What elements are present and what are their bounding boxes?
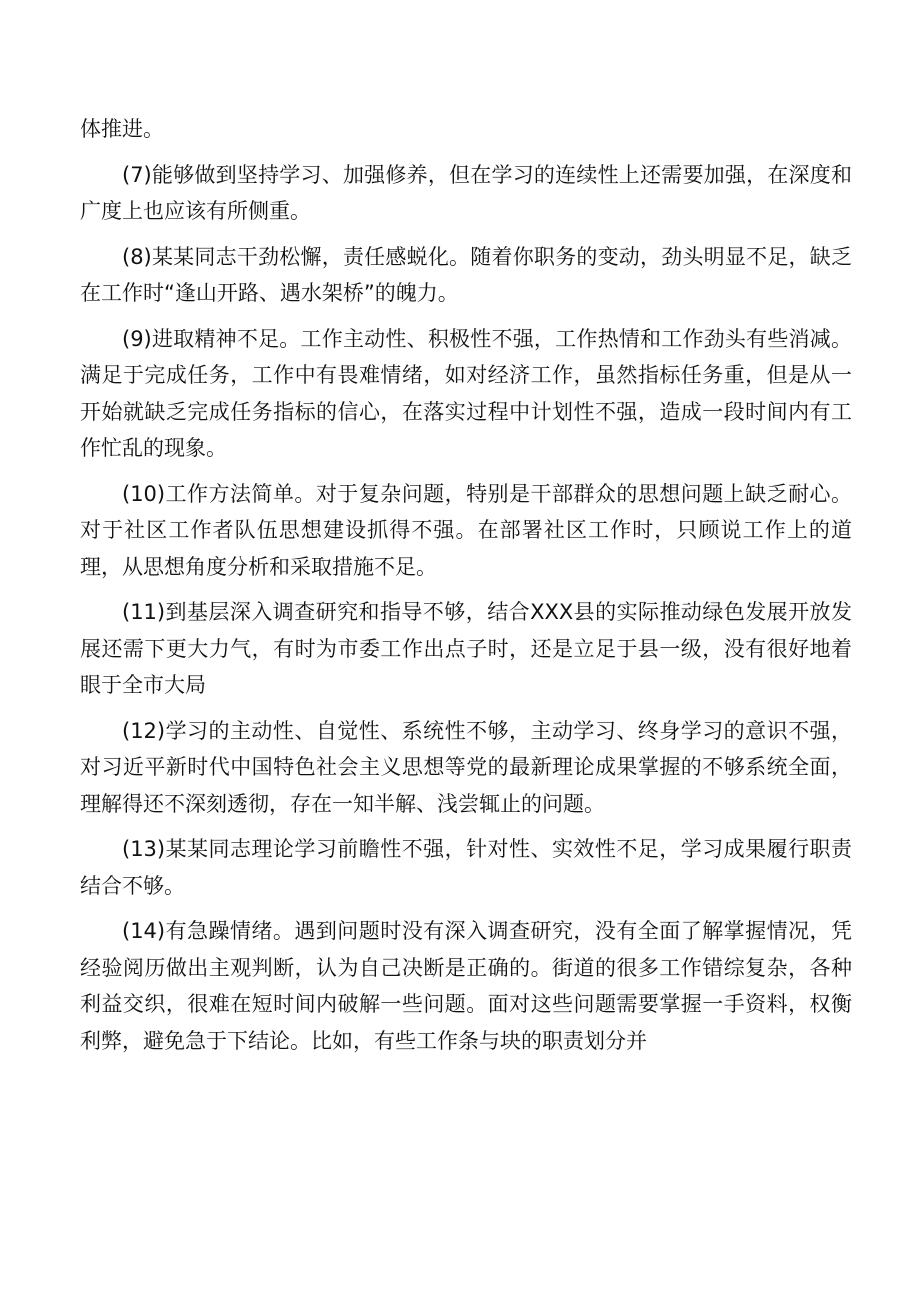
paragraph-9: (9)进取精神不足。工作主动性、积极性不强，工作热情和工作劲头有些消减。满足于完成任务，工作中有畏难情绪，如对经济工作，虽然指标任务重，但是从一开始就缺乏完成任务指标的信心，在落实过程中计划性不强，造成一段时间内有工作忙乱的现象。 — [80, 326, 852, 460]
paragraph-12: (12)学习的主动性、自觉性、系统性不够，主动学习、终身学习的意识不强，对习近平新时代中国特色社会主义思想等党的最新理论成果掌握的不够系统全面，理解得还不深刻透彻，存在一知半解、浅尝辄止的问题。 — [80, 718, 852, 816]
paragraph-10: (10)工作方法简单。对于复杂问题，特别是干部群众的思想问题上缺乏耐心。对于社区工作者队伍思想建设抓得不强。在部署社区工作时，只顾说工作上的道理，从思想角度分析和采取措施不足。 — [80, 481, 852, 579]
paragraph-14: (14)有急躁情绪。遇到问题时没有深入调查研究，没有全面了解掌握情况，凭经验阅历做出主观判断，认为自己决断是正确的。街道的很多工作错综复杂，各种利益交织，很难在短时间内破解一些问题。面对这些问题需要掌握一手资料，权衡利弊，避免急于下结论。比如，有些工作条与块的职责划分并 — [80, 919, 852, 1053]
document-body — [80, 111, 852, 1068]
paragraph-13: (13)某某同志理论学习前瞻性不强，针对性、实效性不足，学习成果履行职责结合不够。 — [80, 837, 852, 898]
paragraph-7: (7)能够做到坚持学习、加强修养，但在学习的连续性上还需要加强，在深度和广度上也应该有所侧重。 — [80, 162, 852, 223]
paragraph-8: (8)某某同志干劲松懈，责任感蜕化。随着你职务的变动，劲头明显不足，缺乏在工作时“逢山开路、遇水架桥”的魄力。 — [80, 244, 852, 305]
paragraph-continuation: 体推进。 — [80, 117, 164, 141]
paragraph-11: (11)到基层深入调查研究和指导不够，结合XXX县的实际推动绿色发展开放发展还需下更大力气，有时为市委工作出点子时，还是立足于县一级，没有很好地着眼于全市大局 — [80, 600, 852, 697]
